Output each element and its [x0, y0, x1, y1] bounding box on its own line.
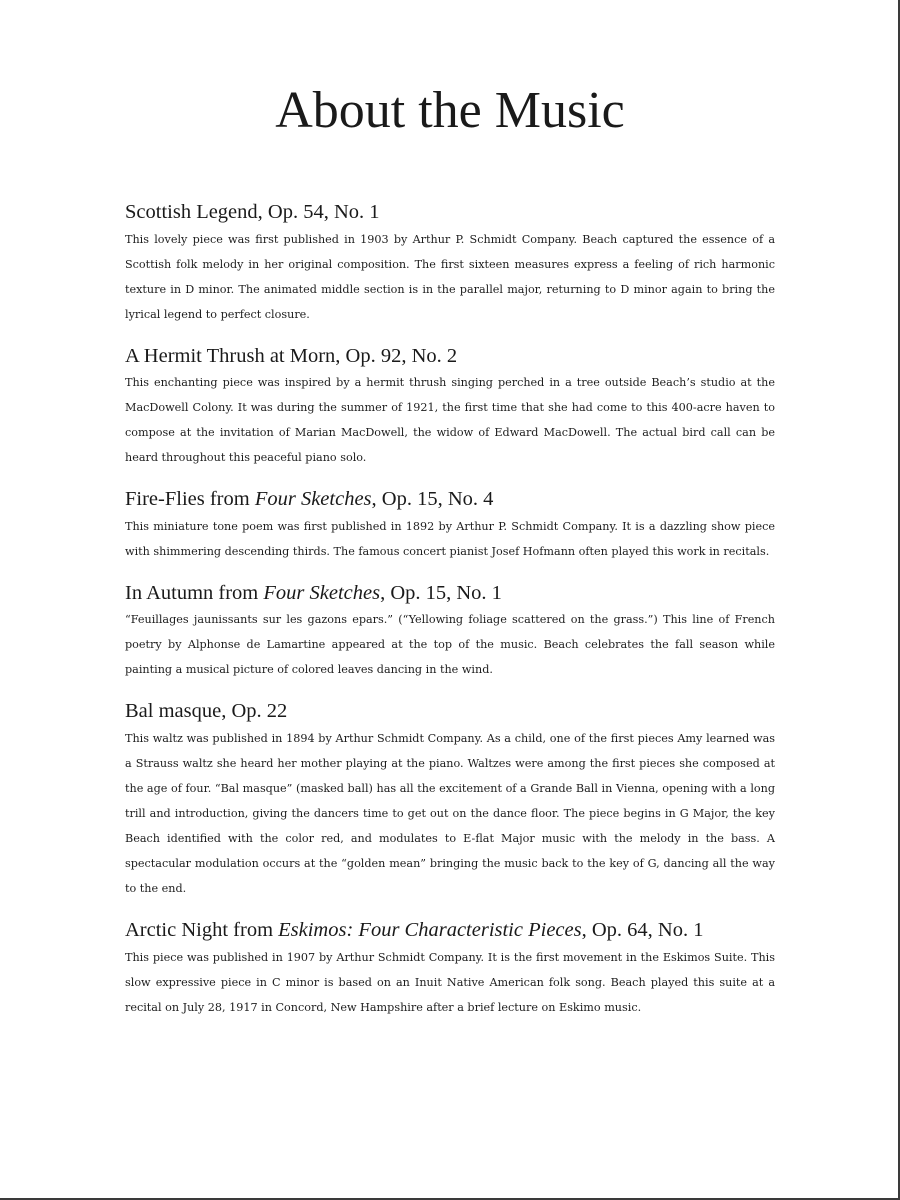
section-heading — [125, 918, 775, 943]
section-heading — [125, 200, 775, 225]
heading-italic-text: Four Sketches — [263, 581, 381, 604]
heading-text-after: , Op. 15, No. 1 — [380, 581, 502, 604]
section-heading — [125, 344, 775, 369]
section-arctic-night — [125, 918, 775, 1020]
section-hermit-thrush — [125, 344, 775, 471]
page-title: About the Music — [275, 82, 625, 139]
section-fire-flies — [125, 487, 775, 564]
section-body: This lovely piece was first published in 1903 by Arthur P. Schmidt Company. Beach captured the essence of a Scottish folk melody in her original composition. The first sixteen measures express a feeling of rich harmonic texture in D minor. The animated middle section is in the parallel major, returning to D minor again to bring the lyrical legend to perfect closure. — [125, 232, 775, 321]
section-body: This miniature tone poem was first published in 1892 by Arthur P. Schmidt Company. It is a dazzling show piece with shimmering descending thirds. The famous concert pianist Josef Hofmann often played this work in recitals. — [125, 519, 775, 558]
heading-text: Bal masque, Op. 22 — [125, 700, 288, 723]
section-heading — [125, 487, 775, 512]
heading-text-after: , Op. 64, No. 1 — [581, 918, 704, 941]
heading-text: Scottish Legend, Op. 54, No. 1 — [125, 201, 380, 223]
section-body: “Feuillages jaunissants sur les gazons epars.” (“Yellowing foliage scattered on the grass.”) This line of French poetry by Alphonse de Lamartine appeared at the top of the music. Beach celebrates the fall season while painting a musical picture of colored leaves dancing in the wind. — [125, 613, 775, 677]
heading-text: A Hermit Thrush at Morn, Op. 92, No. 2 — [125, 344, 458, 367]
section-body: This waltz was published in 1894 by Arthur Schmidt Company. As a child, one of the first pieces Amy learned was a Strauss waltz she heard her mother playing at the piano. Waltzes were among the first pieces she composed at the age of four. “Bal masque” (masked ball) has all the excitement of a Grande Ball in Vienna, opening with a long trill and introduction, giving the dancers time to get out on the dance floor. The piece begins in G Major, the key Beach identified with the color red, and modulates to E-flat Major music with the melody in the bass. A spectacular modulation occurs at the “golden mean” bringing the music back to the key of G, dancing all the way to the end. — [125, 731, 775, 895]
section-body: This piece was published in 1907 by Arthur Schmidt Company. It is the first movement in the Eskimos Suite. This slow expressive piece in C minor is based on an Inuit Native American folk song. Beach played this suite at a recital on July 28, 1917 in Concord, New Hampshire after a brief lecture on Eskimo music. — [125, 950, 775, 1014]
section-heading — [125, 699, 775, 724]
heading-italic-text: Four Sketches — [254, 488, 372, 511]
heading-text: Arctic Night from — [125, 918, 279, 941]
section-heading — [125, 581, 775, 606]
heading-text: Fire-Flies from — [125, 488, 255, 511]
heading-italic-text: Eskimos: Four Characteristic Pieces — [278, 918, 582, 941]
heading-text: In Autumn from — [125, 581, 264, 604]
section-body: This enchanting piece was inspired by a hermit thrush singing perched in a tree outside Beach’s studio at the MacDowell Colony. It was during the summer of 1921, the first time that she had come to this 400-acre haven to compose at the invitation of Marian MacDowell, the widow of Edward MacDowell. The actual bird call can be heard throughout this peaceful piano solo. — [125, 376, 775, 465]
section-scottish-legend — [125, 200, 775, 327]
section-in-autumn — [125, 581, 775, 683]
heading-text-after: , Op. 15, No. 4 — [371, 488, 494, 511]
section-bal-masque — [125, 699, 775, 901]
sections-container — [125, 200, 775, 1037]
